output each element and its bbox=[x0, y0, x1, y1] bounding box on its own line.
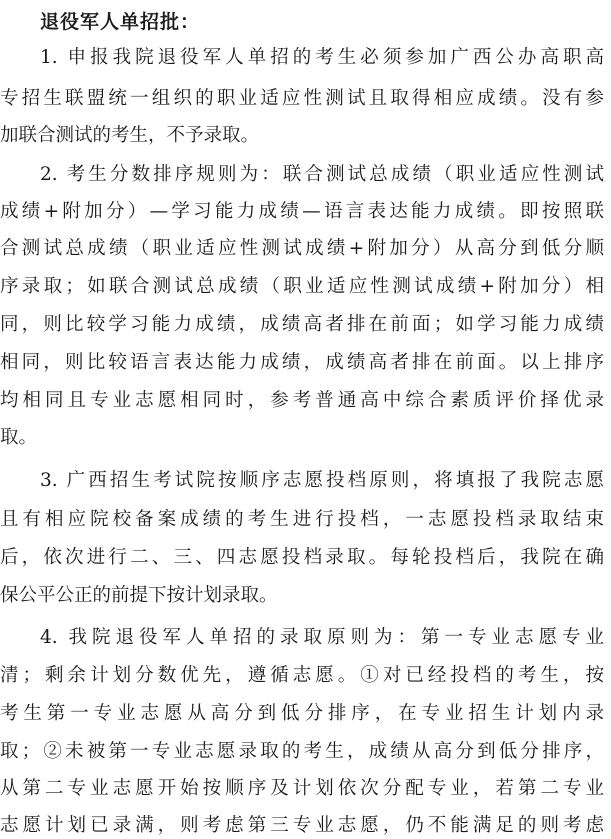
paragraph-3-line-2: 且有相应院校备案成绩的考生进行投档，一志愿投档录取结束 bbox=[0, 509, 604, 530]
paragraph-2-line-8: 取。 bbox=[0, 427, 38, 448]
section-heading: 退役军人单招批： bbox=[40, 11, 201, 33]
paragraph-1-line-2: 专招生联盟统一组织的职业适应性测试且取得相应成绩。没有参 bbox=[0, 88, 604, 109]
paragraph-3-line-3: 后，依次进行二、三、四志愿投档录取。每轮投档后，我院在确 bbox=[0, 547, 604, 568]
paragraph-2-line-3: 合测试总成绩（职业适应性测试成绩+附加分）从高分到低分顺 bbox=[0, 238, 604, 259]
paragraph-1-line-1: 1. 申报我院退役军人单招的考生必须参加广西公办高职高 bbox=[40, 47, 604, 68]
paragraph-2-line-7: 均相同且专业志愿相同时，参考普通高中综合素质评价择优录 bbox=[0, 390, 604, 411]
paragraph-2-line-4: 序录取；如联合测试总成绩（职业适应性测试成绩+附加分）相 bbox=[0, 276, 604, 297]
paragraph-4-line-2: 清；剩余计划分数优先，遵循志愿。①对已经投档的考生，按 bbox=[0, 665, 604, 686]
paragraph-2-line-6: 相同，则比较语言表达能力成绩，成绩高者排在前面。以上排序 bbox=[0, 352, 604, 373]
paragraph-3-line-1: 3. 广西招生考试院按顺序志愿投档原则，将填报了我院志愿 bbox=[40, 470, 604, 491]
paragraph-1-line-3: 加联合测试的考生，不予录取。 bbox=[0, 125, 260, 146]
paragraph-2-line-1: 2. 考生分数排序规则为：联合测试总成绩（职业适应性测试 bbox=[40, 164, 604, 185]
paragraph-3-line-4: 保公平公正的前提下按计划录取。 bbox=[0, 585, 278, 606]
paragraph-2-line-5: 同，则比较学习能力成绩，成绩高者排在前面；如学习能力成绩 bbox=[0, 314, 604, 335]
paragraph-4-line-4: 取；②未被第一专业志愿录取的考生，成绩从高分到低分排序， bbox=[0, 741, 604, 762]
paragraph-4-line-5: 从第二专业志愿开始按顺序及计划依次分配专业，若第二专业 bbox=[0, 778, 604, 799]
paragraph-2-line-2: 成绩+附加分）—学习能力成绩—语言表达能力成绩。即按照联 bbox=[0, 201, 604, 222]
paragraph-4-line-3: 考生第一专业志愿从高分到低分排序，在专业招生计划内录 bbox=[0, 703, 604, 724]
paragraph-4-line-6: 志愿计划已录满，则考虑第三专业志愿，仍不能满足的则考虑 bbox=[0, 815, 604, 836]
paragraph-4-line-1: 4. 我院退役军人单招的录取原则为：第一专业志愿专业 bbox=[40, 627, 604, 648]
